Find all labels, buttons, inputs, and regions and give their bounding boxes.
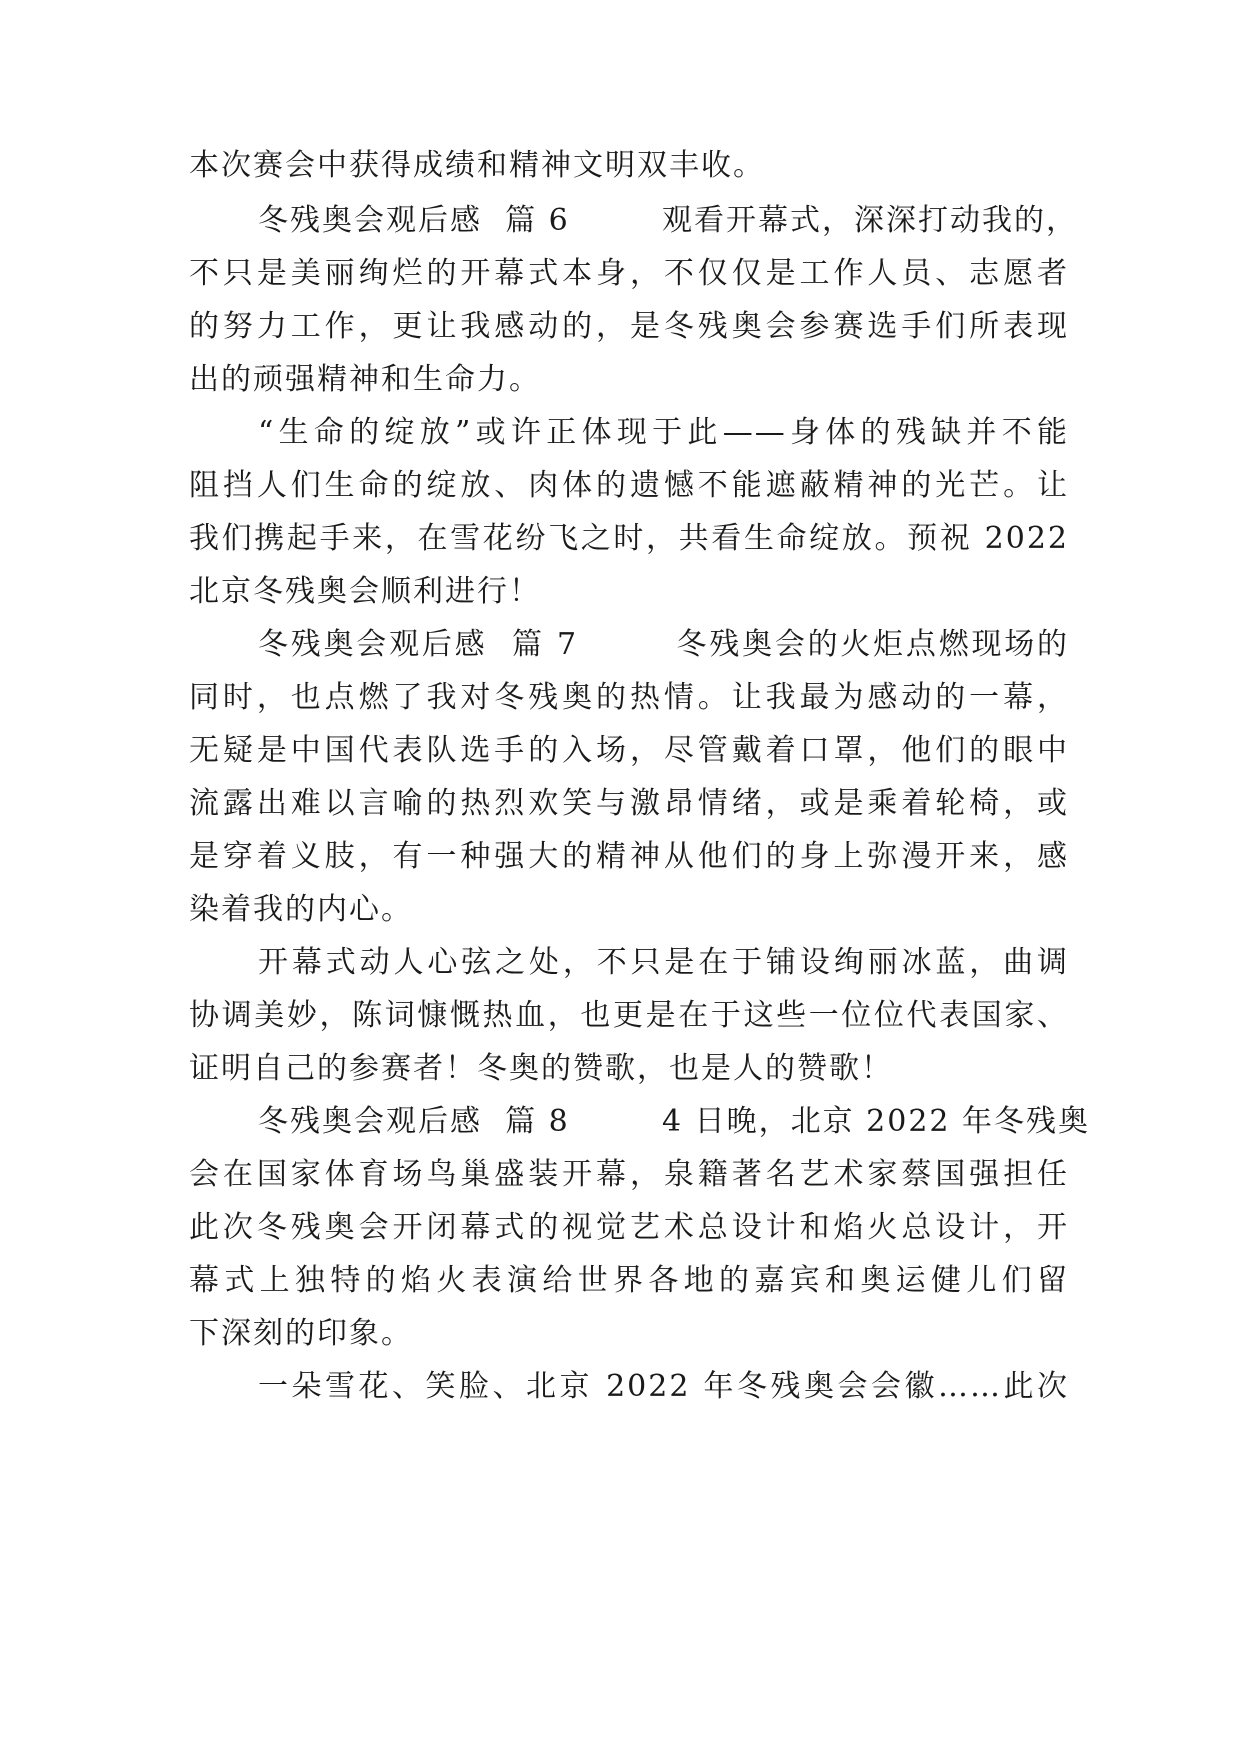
text-line: 出的顽强精神和生命力。 [189, 362, 541, 397]
text-line: 幕式上独特的焰火表演给世界各地的嘉宾和奥运健儿们留 [189, 1263, 1069, 1298]
text-line: 染着我的内心。 [189, 892, 413, 927]
text-line: 的努力工作，更让我感动的，是冬残奥会参赛选手们所表现 [189, 309, 1069, 344]
section-8-heading-line: 冬残奥会观后感 篇 8 4 日晚，北京 2022 年冬残奥 [258, 1104, 1091, 1139]
text-line: 是穿着义肢，有一种强大的精神从他们的身上弥漫开来，感 [189, 839, 1069, 874]
text-line: 我们携起手来，在雪花纷飞之时，共看生命绽放。预祝 2022 [189, 521, 1069, 556]
text-line: 下深刻的印象。 [189, 1316, 413, 1351]
text-line: 证明自己的参赛者！冬奥的赞歌，也是人的赞歌！ [189, 1051, 893, 1086]
text-line: 此次冬残奥会开闭幕式的视觉艺术总设计和焰火总设计，开 [189, 1210, 1069, 1245]
text-line: 一朵雪花、笑脸、北京 2022 年冬残奥会会徽……此次 [258, 1369, 1069, 1404]
text-line: 不只是美丽绚烂的开幕式本身，不仅仅是工作人员、志愿者 [189, 256, 1069, 291]
section-7-heading-line: 冬残奥会观后感 篇 7 冬残奥会的火炬点燃现场的 [258, 627, 1069, 662]
text-line: 会在国家体育场鸟巢盛装开幕，泉籍著名艺术家蔡国强担任 [189, 1157, 1069, 1192]
text-line: 北京冬残奥会顺利进行！ [189, 574, 541, 609]
text-line: “生命的绽放”或许正体现于此——身体的残缺并不能 [258, 415, 1069, 450]
text-line: 流露出难以言喻的热烈欢笑与激昂情绪，或是乘着轮椅，或 [189, 786, 1069, 821]
text-line: 本次赛会中获得成绩和精神文明双丰收。 [189, 148, 765, 183]
text-line: 协调美妙，陈词慷慨热血，也更是在于这些一位位代表国家、 [189, 998, 1069, 1033]
text-line: 开幕式动人心弦之处，不只是在于铺设绚丽冰蓝，曲调 [258, 945, 1069, 980]
text-line: 阻挡人们生命的绽放、肉体的遗憾不能遮蔽精神的光芒。让 [189, 468, 1069, 503]
text-line: 无疑是中国代表队选手的入场，尽管戴着口罩，他们的眼中 [189, 733, 1069, 768]
text-line: 同时，也点燃了我对冬残奥的热情。让我最为感动的一幕， [189, 680, 1069, 715]
section-6-heading-line: 冬残奥会观后感 篇 6 观看开幕式，深深打动我的， [258, 203, 1078, 238]
